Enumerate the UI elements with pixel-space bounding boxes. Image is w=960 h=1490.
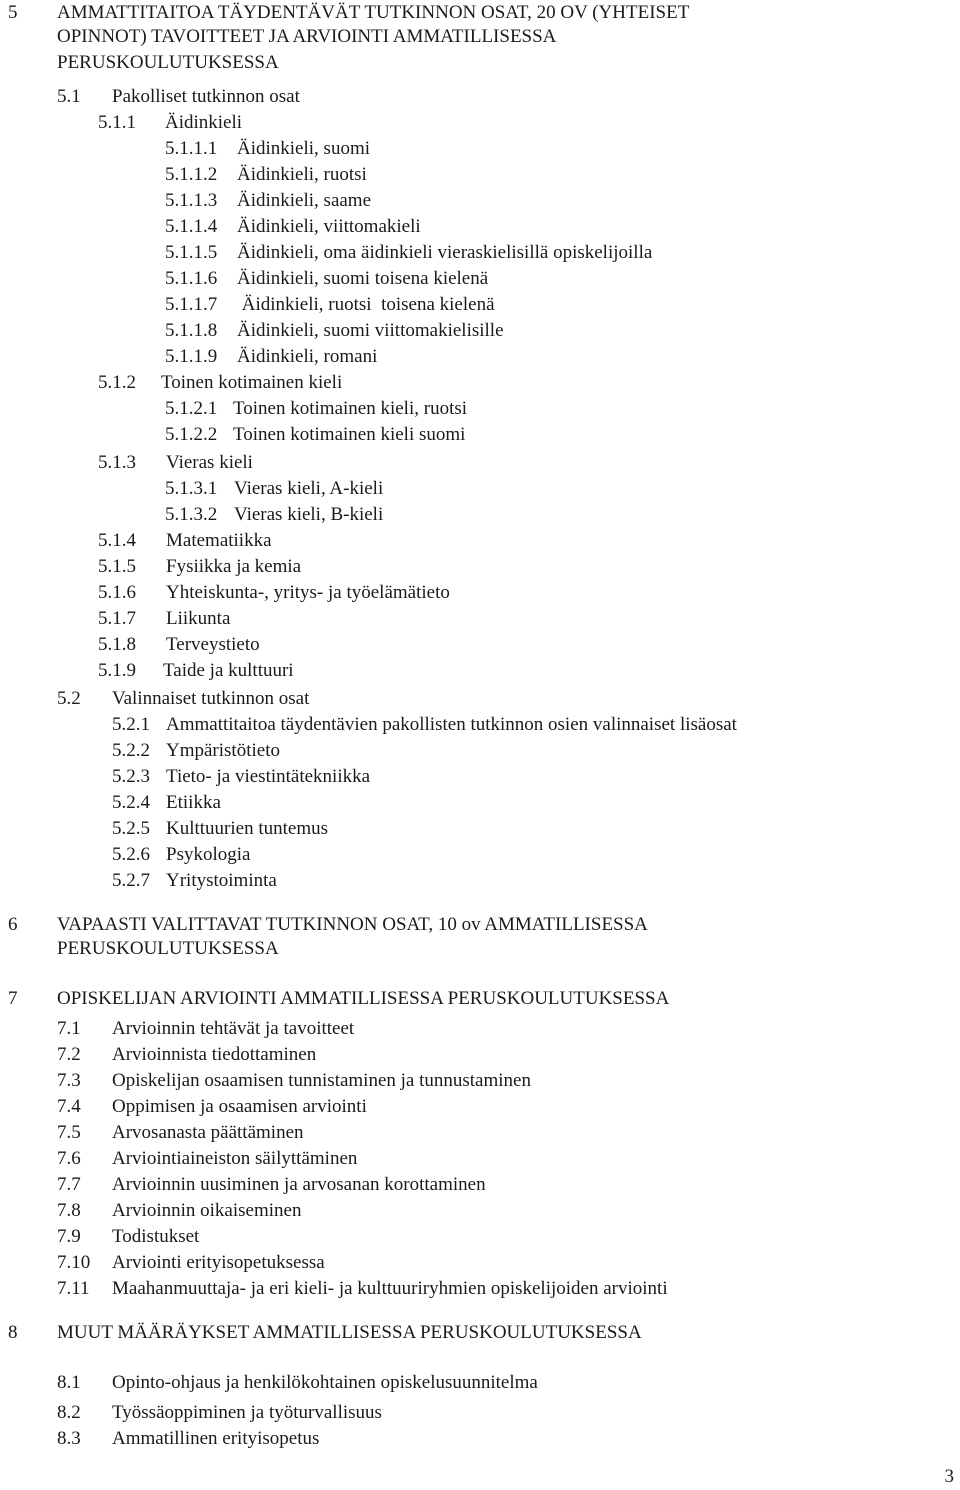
toc-entry-number: 7.7 [57,1174,81,1195]
toc-entry-title: Pakolliset tutkinnon osat [112,86,300,107]
toc-entry-number: 5.2.5 [112,818,150,839]
toc-entry-number: 7.6 [57,1148,81,1169]
toc-entry-title: Ympäristötieto [166,740,280,761]
toc-entry-title: Valinnaiset tutkinnon osat [112,688,310,709]
toc-entry-title: Todistukset [112,1226,200,1247]
toc-entry-title: Äidinkieli, suomi toisena kielenä [237,268,489,289]
toc-entry-number: 5.1.4 [98,530,136,551]
toc-entry-title: Äidinkieli, saame [237,190,372,211]
toc-entry-title: Arvioinnin tehtävät ja tavoitteet [112,1018,355,1039]
toc-entry-title: Taide ja kulttuuri [163,660,294,681]
toc-entry-title: Arvioinnista tiedottaminen [112,1044,317,1065]
toc-entry-number: 5.1.9 [98,660,136,681]
toc-entry-number: 5.2.3 [112,766,150,787]
toc-entry-number: 7.9 [57,1226,81,1247]
toc-entry-number: 5.1.1 [98,112,136,133]
toc-entry-title: Vieras kieli, B-kieli [234,504,384,525]
toc-entry-number: 5.1.1.2 [165,164,218,185]
toc-entry-title: Äidinkieli, ruotsi toisena kielenä [237,294,495,315]
toc-entry-title: Arvosanasta päättäminen [112,1122,304,1143]
toc-entry-number: 5.1.8 [98,634,136,655]
toc-entry-title: Fysiikka ja kemia [166,556,302,577]
toc-entry-title: Maahanmuuttaja- ja eri kieli- ja kulttuuriryhmien opiskelijoiden arviointi [112,1278,668,1299]
toc-entry-title: Opiskelijan osaamisen tunnistaminen ja tunnustaminen [112,1070,531,1091]
toc-entry-number: 5.1.1.7 [165,294,218,315]
toc-entry-title: AMMATTITAITOA TÄYDENTÄVÄT TUTKINNON OSAT, 20 OV (YHTEISET [57,2,690,23]
toc-entry-title: Toinen kotimainen kieli, ruotsi [233,398,468,419]
toc-entry-title: Toinen kotimainen kieli suomi [233,424,466,445]
toc-entry-title: Äidinkieli, viittomakieli [237,216,421,237]
toc-entry-title: Oppimisen ja osaamisen arviointi [112,1096,367,1117]
toc-entry-title: OPINNOT) TAVOITTEET JA ARVIOINTI AMMATILLISESSA [57,26,557,47]
toc-entry-title: Matematiikka [166,530,272,551]
toc-entry-number: 5.1.2 [98,372,136,393]
toc-entry-number: 5.2 [57,688,81,709]
toc-entry-number: 7.11 [57,1278,90,1299]
toc-entry-title: Arvioinnin uusiminen ja arvosanan korottaminen [112,1174,486,1195]
toc-entry-number: 5.1 [57,86,81,107]
toc-entry-title: Äidinkieli, romani [237,346,378,367]
toc-entry-number: 5.2.6 [112,844,150,865]
toc-entry-title: MUUT MÄÄRÄYKSET AMMATILLISESSA PERUSKOULUTUKSESSA [57,1322,642,1343]
toc-entry-title: Psykologia [166,844,251,865]
toc-entry-number: 5.1.5 [98,556,136,577]
toc-entry-number: 5.2.7 [112,870,150,891]
toc-entry-title: Terveystieto [166,634,260,655]
toc-entry-number: 8 [8,1322,18,1343]
toc-entry-title: Äidinkieli, ruotsi [237,164,367,185]
toc-entry-number: 7.3 [57,1070,81,1091]
toc-entry-title: PERUSKOULUTUKSESSA [57,938,279,959]
toc-entry-title: OPISKELIJAN ARVIOINTI AMMATILLISESSA PERUSKOULUTUKSESSA [57,988,670,1009]
toc-entry-number: 7.8 [57,1200,81,1221]
toc-entry-title: Ammatillinen erityisopetus [112,1428,320,1449]
toc-entry-number: 5.1.1.4 [165,216,218,237]
toc-entry-title: Vieras kieli [166,452,253,473]
toc-entry-title: Yhteiskunta-, yritys- ja työelämätieto [166,582,450,603]
toc-entry-number: 5.1.3.2 [165,504,218,525]
toc-entry-title: VAPAASTI VALITTAVAT TUTKINNON OSAT, 10 ov AMMATILLISESSA [57,914,648,935]
toc-entry-title: Liikunta [166,608,231,629]
toc-entry-title: Työssäoppiminen ja työturvallisuus [112,1402,382,1423]
toc-entry-number: 7.10 [57,1252,91,1273]
toc-entry-number: 8.3 [57,1428,81,1449]
toc-entry-number: 8.1 [57,1372,81,1393]
toc-entry-number: 5.1.3 [98,452,136,473]
toc-entry-number: 8.2 [57,1402,81,1423]
toc-entry-number: 7.2 [57,1044,81,1065]
toc-entry-title: Vieras kieli, A-kieli [234,478,384,499]
toc-entry-title: Etiikka [166,792,221,813]
toc-entry-number: 5.2.2 [112,740,150,761]
toc-entry-number: 5.1.1.6 [165,268,218,289]
toc-entry-number: 7 [8,988,18,1009]
toc-entry-number: 5.1.1.9 [165,346,218,367]
toc-entry-number: 5.1.2.1 [165,398,218,419]
toc-entry-title: Arviointi erityisopetuksessa [112,1252,325,1273]
toc-entry-number: 5.1.1.8 [165,320,218,341]
toc-entry-number: 5.2.4 [112,792,150,813]
toc-entry-title: Äidinkieli, suomi viittomakielisille [237,320,504,341]
toc-entry-number: 7.4 [57,1096,81,1117]
toc-entry-number: 7.5 [57,1122,81,1143]
toc-entry-title: Äidinkieli, oma äidinkieli vieraskielisillä opiskelijoilla [237,242,653,263]
toc-entry-number: 5.1.1.5 [165,242,218,263]
toc-entry-title: Yritystoiminta [166,870,277,891]
toc-entry-title: Tieto- ja viestintätekniikka [166,766,371,787]
toc-entry-number: 5 [8,2,18,23]
toc-entry-title: Opinto-ohjaus ja henkilökohtainen opiskelusuunnitelma [112,1372,538,1393]
toc-entry-number: 6 [8,914,18,935]
toc-entry-title: PERUSKOULUTUKSESSA [57,52,279,73]
toc-entry-number: 5.1.7 [98,608,136,629]
toc-entry-number: 7.1 [57,1018,81,1039]
toc-entry-number: 5.1.1.1 [165,138,218,159]
toc-entry-number: 5.1.3.1 [165,478,218,499]
toc-entry-number: 5.1.2.2 [165,424,218,445]
toc-entry-number: 5.2.1 [112,714,150,735]
toc-entry-title: Ammattitaitoa täydentävien pakollisten tutkinnon osien valinnaiset lisäosat [166,714,737,735]
toc-entry-title: Kulttuurien tuntemus [166,818,329,839]
page-number: 3 [944,1466,954,1487]
toc-entry-number: 5.1.6 [98,582,136,603]
toc-entry-number: 5.1.1.3 [165,190,218,211]
toc-entry-title: Äidinkieli, suomi [237,138,370,159]
toc-entry-title: Äidinkieli [165,112,243,133]
toc-entry-title: Arvioinnin oikaiseminen [112,1200,302,1221]
toc-entry-title: Arviointiaineiston säilyttäminen [112,1148,358,1169]
toc-entry-title: Toinen kotimainen kieli [161,372,343,393]
